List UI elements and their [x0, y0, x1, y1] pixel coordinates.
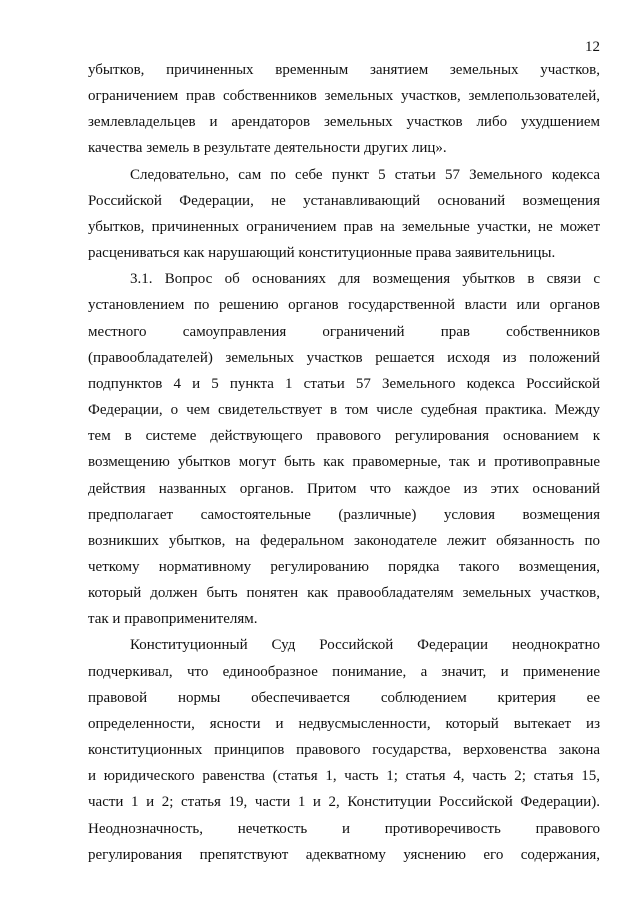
- text-line: возникших убытков, на федеральном законодателе лежит обязанность по: [88, 532, 600, 549]
- text-line: регулирования препятствуют адекватному уяснению его содержания,: [88, 846, 600, 863]
- text-line: Российской Федерации, не устанавливающий оснований возмещения: [88, 192, 600, 209]
- text-line: так и правоприменителям.: [88, 611, 258, 628]
- text-line: (правообладателей) земельных участков решается исходя из положений: [88, 349, 600, 366]
- paragraph-conclusion: [88, 162, 600, 267]
- text-line: части 1 и 2; статья 19, части 1 и 2, Конституции Российской Федерации).: [88, 794, 600, 811]
- text-line: который должен быть понятен как правообладателям земельных участков,: [88, 585, 600, 602]
- text-line: четкому нормативному регулированию порядка такого возмещения,: [88, 558, 600, 575]
- document-body: [88, 57, 600, 868]
- text-line: возмещению убытков могут быть как правомерные, так и противоправные: [88, 454, 600, 471]
- text-line: местного самоуправления ограничений прав собственников: [88, 323, 600, 340]
- paragraph-section-3-1: [88, 266, 600, 632]
- page-number: 12: [585, 39, 600, 55]
- text-line: тем в системе действующего правового регулирования основанием к: [88, 428, 600, 445]
- text-line: качества земель в результате деятельности других лиц».: [88, 140, 447, 157]
- text-line: расцениваться как нарушающий конституционные права заявительницы.: [88, 245, 556, 262]
- text-line: ограничением прав собственников земельных участков, землепользователей,: [88, 88, 600, 105]
- text-line: землевладельцев и арендаторов земельных участков либо ухудшением: [88, 114, 600, 131]
- text-line: действия названных органов. Притом что каждое из этих оснований: [88, 480, 600, 497]
- paragraph-continuation: [88, 57, 600, 162]
- text-line: 3.1. Вопрос об основаниях для возмещения убытков в связи с: [130, 271, 600, 288]
- text-line: предполагает самостоятельные (различные) условия возмещения: [88, 506, 600, 523]
- text-line: подпунктов 4 и 5 пункта 1 статьи 57 Земельного кодекса Российской: [88, 375, 600, 392]
- text-line: определенности, ясности и недвусмысленности, который вытекает из: [88, 715, 600, 732]
- text-line: убытков, причиненных временным занятием земельных участков,: [88, 62, 600, 78]
- paragraph-constitutional-court: [88, 632, 600, 867]
- text-line: Неоднозначность, нечеткость и противоречивость правового: [88, 820, 600, 837]
- text-line: и юридического равенства (статья 1, часть 1; статья 4, часть 2; статья 15,: [88, 768, 600, 785]
- text-line: Федерации, о чем свидетельствует в том числе судебная практика. Между: [88, 402, 600, 419]
- text-line: Конституционный Суд Российской Федерации неоднократно: [130, 637, 600, 654]
- text-line: Следовательно, сам по себе пункт 5 статьи 57 Земельного кодекса: [130, 166, 600, 183]
- text-line: конституционных принципов правового государства, верховенства закона: [88, 742, 600, 759]
- text-line: установлением по решению органов государственной власти или органов: [88, 297, 600, 314]
- text-line: убытков, причиненных ограничением прав на земельные участки, не может: [88, 218, 600, 235]
- text-line: правовой нормы обеспечивается соблюдением критерия ее: [88, 689, 600, 706]
- text-line: подчеркивал, что единообразное понимание, а значит, и применение: [88, 663, 600, 680]
